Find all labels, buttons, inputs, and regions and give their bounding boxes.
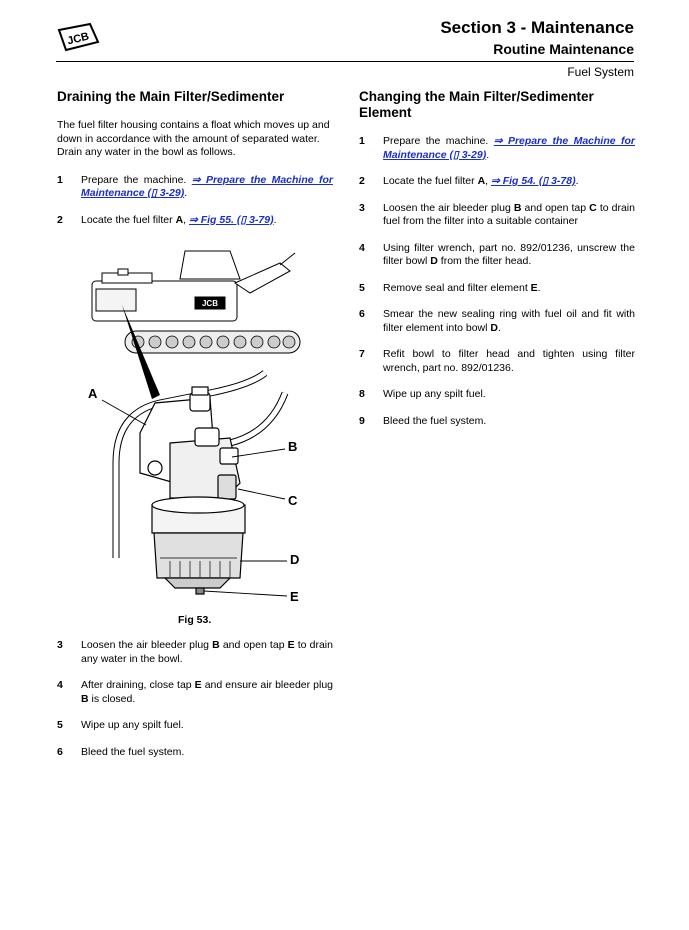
link-fig-55[interactable]: ⇒ Fig 55. (▯ 3-79) xyxy=(189,213,274,226)
right-step-7: 7 Refit bowl to filter head and tighten using filter wrench, part no. 892/01236. xyxy=(359,348,635,374)
system-label: Fuel System xyxy=(567,65,634,79)
right-heading: Changing the Main Filter/Sedimenter Element xyxy=(359,89,594,120)
section-title: Section 3 - Maintenance xyxy=(440,18,634,37)
link-prepare-machine[interactable]: ⇒ Prepare the Machine for Maintenance (▯ 3-29) xyxy=(81,173,333,199)
left-steps-top xyxy=(57,174,333,228)
label-c: C xyxy=(288,493,298,508)
label-d: D xyxy=(290,552,300,567)
left-step-1: 1 Prepare the machine. ⇒ Prepare the Machine for Maintenance (▯ 3-29). xyxy=(57,173,333,199)
right-steps xyxy=(359,135,635,428)
right-step-6: 6 Smear the new sealing ring with fuel oil and fit with filter element into bowl D. xyxy=(359,308,635,334)
right-step-1: 1 Prepare the machine. ⇒ Prepare the Machine for Maintenance (▯ 3-29). xyxy=(359,135,635,161)
right-step-5: 5 Remove seal and filter element E. xyxy=(359,281,541,294)
right-step-8: 8 Wipe up any spilt fuel. xyxy=(359,388,486,400)
filter-head xyxy=(140,387,240,499)
right-step-3: 3 Loosen the air bleeder plug B and open tap C to drain fuel from the filter into a suitable container xyxy=(359,201,635,227)
right-step-9: 9 Bleed the fuel system. xyxy=(359,414,487,427)
section-subtitle: Routine Maintenance xyxy=(493,41,634,57)
left-intro: The fuel filter housing contains a float which moves up and down in accordance with the amount of separated water. Drain any water in the bowl as follows. xyxy=(57,119,330,158)
left-column-bottom xyxy=(57,639,333,759)
left-steps-bottom xyxy=(57,639,333,759)
fuel-filter-illustration xyxy=(80,243,310,628)
right-step-4: 4 Using filter wrench, part no. 892/01236, unscrew the filter bowl D from the filter head. xyxy=(359,241,635,267)
figure-caption: Fig 53. xyxy=(178,614,212,626)
label-e: E xyxy=(290,589,299,604)
link-fig-54[interactable]: ⇒ Fig 54. (▯ 3-78) xyxy=(491,175,576,187)
left-step-3: 3 Loosen the air bleeder plug B and open tap E to drain any water in the bowl. xyxy=(57,639,333,665)
left-step-4: 4 After draining, close tap E and ensure air bleeder plug B is closed. xyxy=(57,679,333,705)
left-step-5: 5 Wipe up any spilt fuel. xyxy=(57,719,184,731)
header-divider xyxy=(56,61,634,62)
filter-bowl xyxy=(152,497,245,594)
left-step-2: 2 Locate the fuel filter A, ⇒ Fig 55. (▯ 3-79). xyxy=(57,213,277,226)
jcb-logo xyxy=(56,22,100,52)
link-prepare-machine-right[interactable]: ⇒ Prepare the Machine for Maintenance (▯ 3-29) xyxy=(383,135,635,161)
figure-53 xyxy=(80,243,310,628)
right-column xyxy=(359,89,635,428)
logo-text: JCB xyxy=(66,30,91,48)
left-column xyxy=(57,89,333,227)
svg-text:JCB: JCB xyxy=(201,299,219,308)
left-step-6: 6 Bleed the fuel system. xyxy=(57,745,185,758)
left-heading: Draining the Main Filter/Sedimenter xyxy=(57,89,285,104)
label-b: B xyxy=(288,439,298,454)
label-a: A xyxy=(88,386,98,401)
right-step-2: 2 Locate the fuel filter A, ⇒ Fig 54. (▯ 3-78). xyxy=(359,175,579,187)
excavator-illustration xyxy=(92,251,300,353)
